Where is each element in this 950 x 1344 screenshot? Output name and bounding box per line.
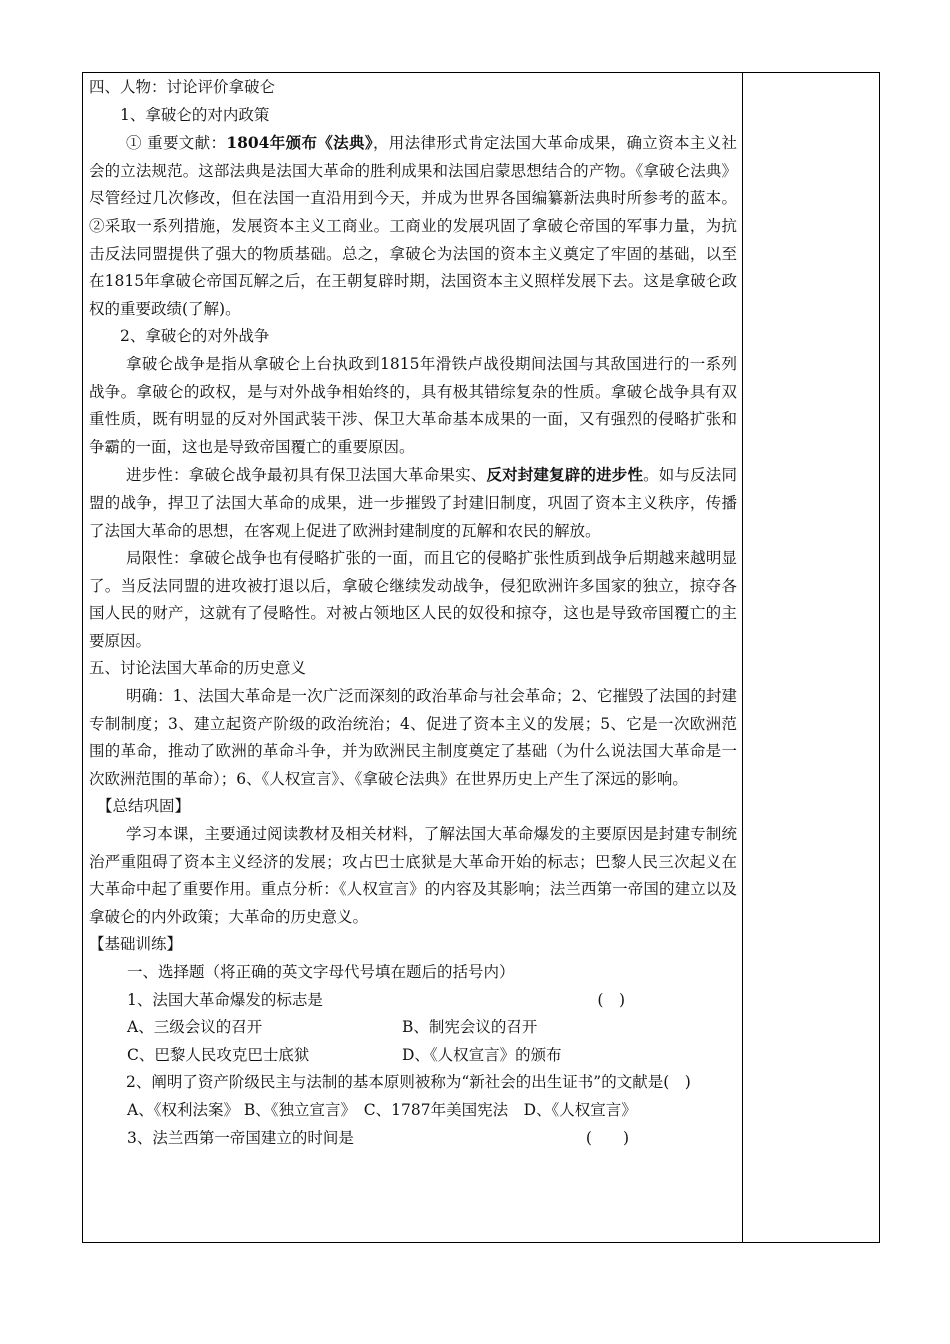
options-row (89, 1042, 737, 1070)
lesson-content (89, 74, 737, 1152)
question-row (89, 1125, 737, 1153)
question-text: 3、法兰西第一帝国建立的时间是 (127, 1128, 354, 1147)
subsection-heading: 一、选择题（将正确的英文字母代号填在题后的括号内） (127, 963, 515, 981)
paragraph: 局限性：拿破仑战争也有侵略扩张的一面，而且它的侵略扩张性质到战争后期越来越明显了。当反法同盟的进攻被打退以后，拿破仑继续发动战争，侵犯欧洲许多国家的独立，掠夺各国人民的财产，这就有了侵略性。对被占领地区人民的奴役和掠夺，这也是导致帝国覆亡的主要原因。 (89, 549, 737, 650)
option-c: C、巴黎人民攻克巴士底狱 (127, 1045, 310, 1064)
paragraph: 明确：1、法国大革命是一次广泛而深刻的政治革命与社会革命；2、它摧毁了法国的封建专制制度；3、建立起资产阶级的政治统治；4、促进了资本主义的发展；5、它是一次欧洲范围的革命，推动了欧洲的革命斗争，并为欧洲民主制度奠定了基础（为什么说法国大革命是一次欧洲范围的革命）；6、《人权宣言》、《拿破仑法典》在世界历史上产生了深远的影响。 (89, 687, 737, 788)
column-divider (742, 72, 743, 1243)
text: 进步性：拿破仑战争最初具有保卫法国大革命果实、 (126, 466, 487, 485)
paragraph (89, 461, 737, 545)
bold-text: 1804年颁布《法典》 (226, 133, 373, 153)
text: 。如与反法同盟的战争，捍卫了法国大革命的成果，进一步摧毁了封建旧制度，巩固了资本主义秩序，传播了法国大革命的思想，在客观上促进了欧洲封建制度的瓦解和农民的解放。 (89, 466, 737, 540)
section-heading: 五、讨论法国大革命的历史意义 (89, 659, 307, 678)
paragraph: 学习本课，主要通过阅读教材及相关材料，了解法国大革命爆发的主要原因是封建专制统治严重阻碍了资本主义经济的发展；攻占巴士底狱是大革命开始的标志；巴黎人民三次起义在大革命中起了重要作用。重点分析：《人权宣言》的内容及其影响；法兰西第一帝国的建立以及拿破仑的内外政策；大革命的历史意义。 (89, 825, 737, 926)
answer-bracket: ( ) (585, 1128, 629, 1147)
subsection-heading: 1、拿破仑的对内政策 (120, 105, 270, 124)
option-a: A、三级会议的召开 (127, 1018, 263, 1037)
text: ，用法律形式肯定法国大革命成果，确立资本主义社会的立法规范。这部法典是法国大革命的胜利成果和法国启蒙思想结合的产物。《拿破仑法典》尽管经过几次修改，但在法国一直沿用到今天，并成为世界各国编纂新法典时所参考的蓝本。②采取一系列措施，发展资本主义工商业。工商业的发展巩固了拿破仑帝国的军事力量，为抗击反法同盟提供了强大的物质基础。总之，拿破仑为法国的资本主义奠定了牢固的基础，以至在1815年拿破仑帝国瓦解之后，在王朝复辟时期，法国资本主义照样发展下去。这是拿破仑政权的重要政绩(了解)。 (89, 134, 737, 318)
section-heading: 【总结巩固】 (97, 797, 191, 816)
bold-text: 反对封建复辟的进步性 (486, 465, 644, 485)
paragraph: 拿破仑战争是指从拿破仑上台执政到1815年滑铁卢战役期间法国与其敌国进行的一系列战争。拿破仑的政权，是与对外战争相始终的，具有极其错综复杂的性质。拿破仑战争具有双重性质，既有明显的反对外国武装干涉、保卫大革命基本成果的一面，又有强烈的侵略扩张和争霸的一面，这也是导致帝国覆亡的重要原因。 (89, 354, 737, 456)
option-b: B、制宪会议的召开 (402, 1018, 538, 1037)
subsection-heading: 2、拿破仑的对外战争 (120, 327, 270, 346)
question-text: 1、法国大革命爆发的标志是 (127, 990, 323, 1009)
option-d: D、《人权宣言》的颁布 (402, 1045, 562, 1064)
question-text: 2、阐明了资产阶级民主与法制的基本原则被称为“新社会的出生证书”的文献是( ) (126, 1073, 691, 1092)
answer-bracket: ( ) (597, 990, 625, 1009)
options-line: A、《权利法案》 B、《独立宣言》 C、1787年美国宪法 D、《人权宣言》 (127, 1100, 637, 1119)
section-heading: 【基础训练】 (89, 935, 183, 954)
options-row (89, 1014, 737, 1042)
text: ① 重要文献： (126, 134, 227, 153)
paragraph (89, 129, 737, 323)
question-row (89, 987, 737, 1015)
section-heading: 四、人物：讨论评价拿破仑 (89, 78, 276, 96)
